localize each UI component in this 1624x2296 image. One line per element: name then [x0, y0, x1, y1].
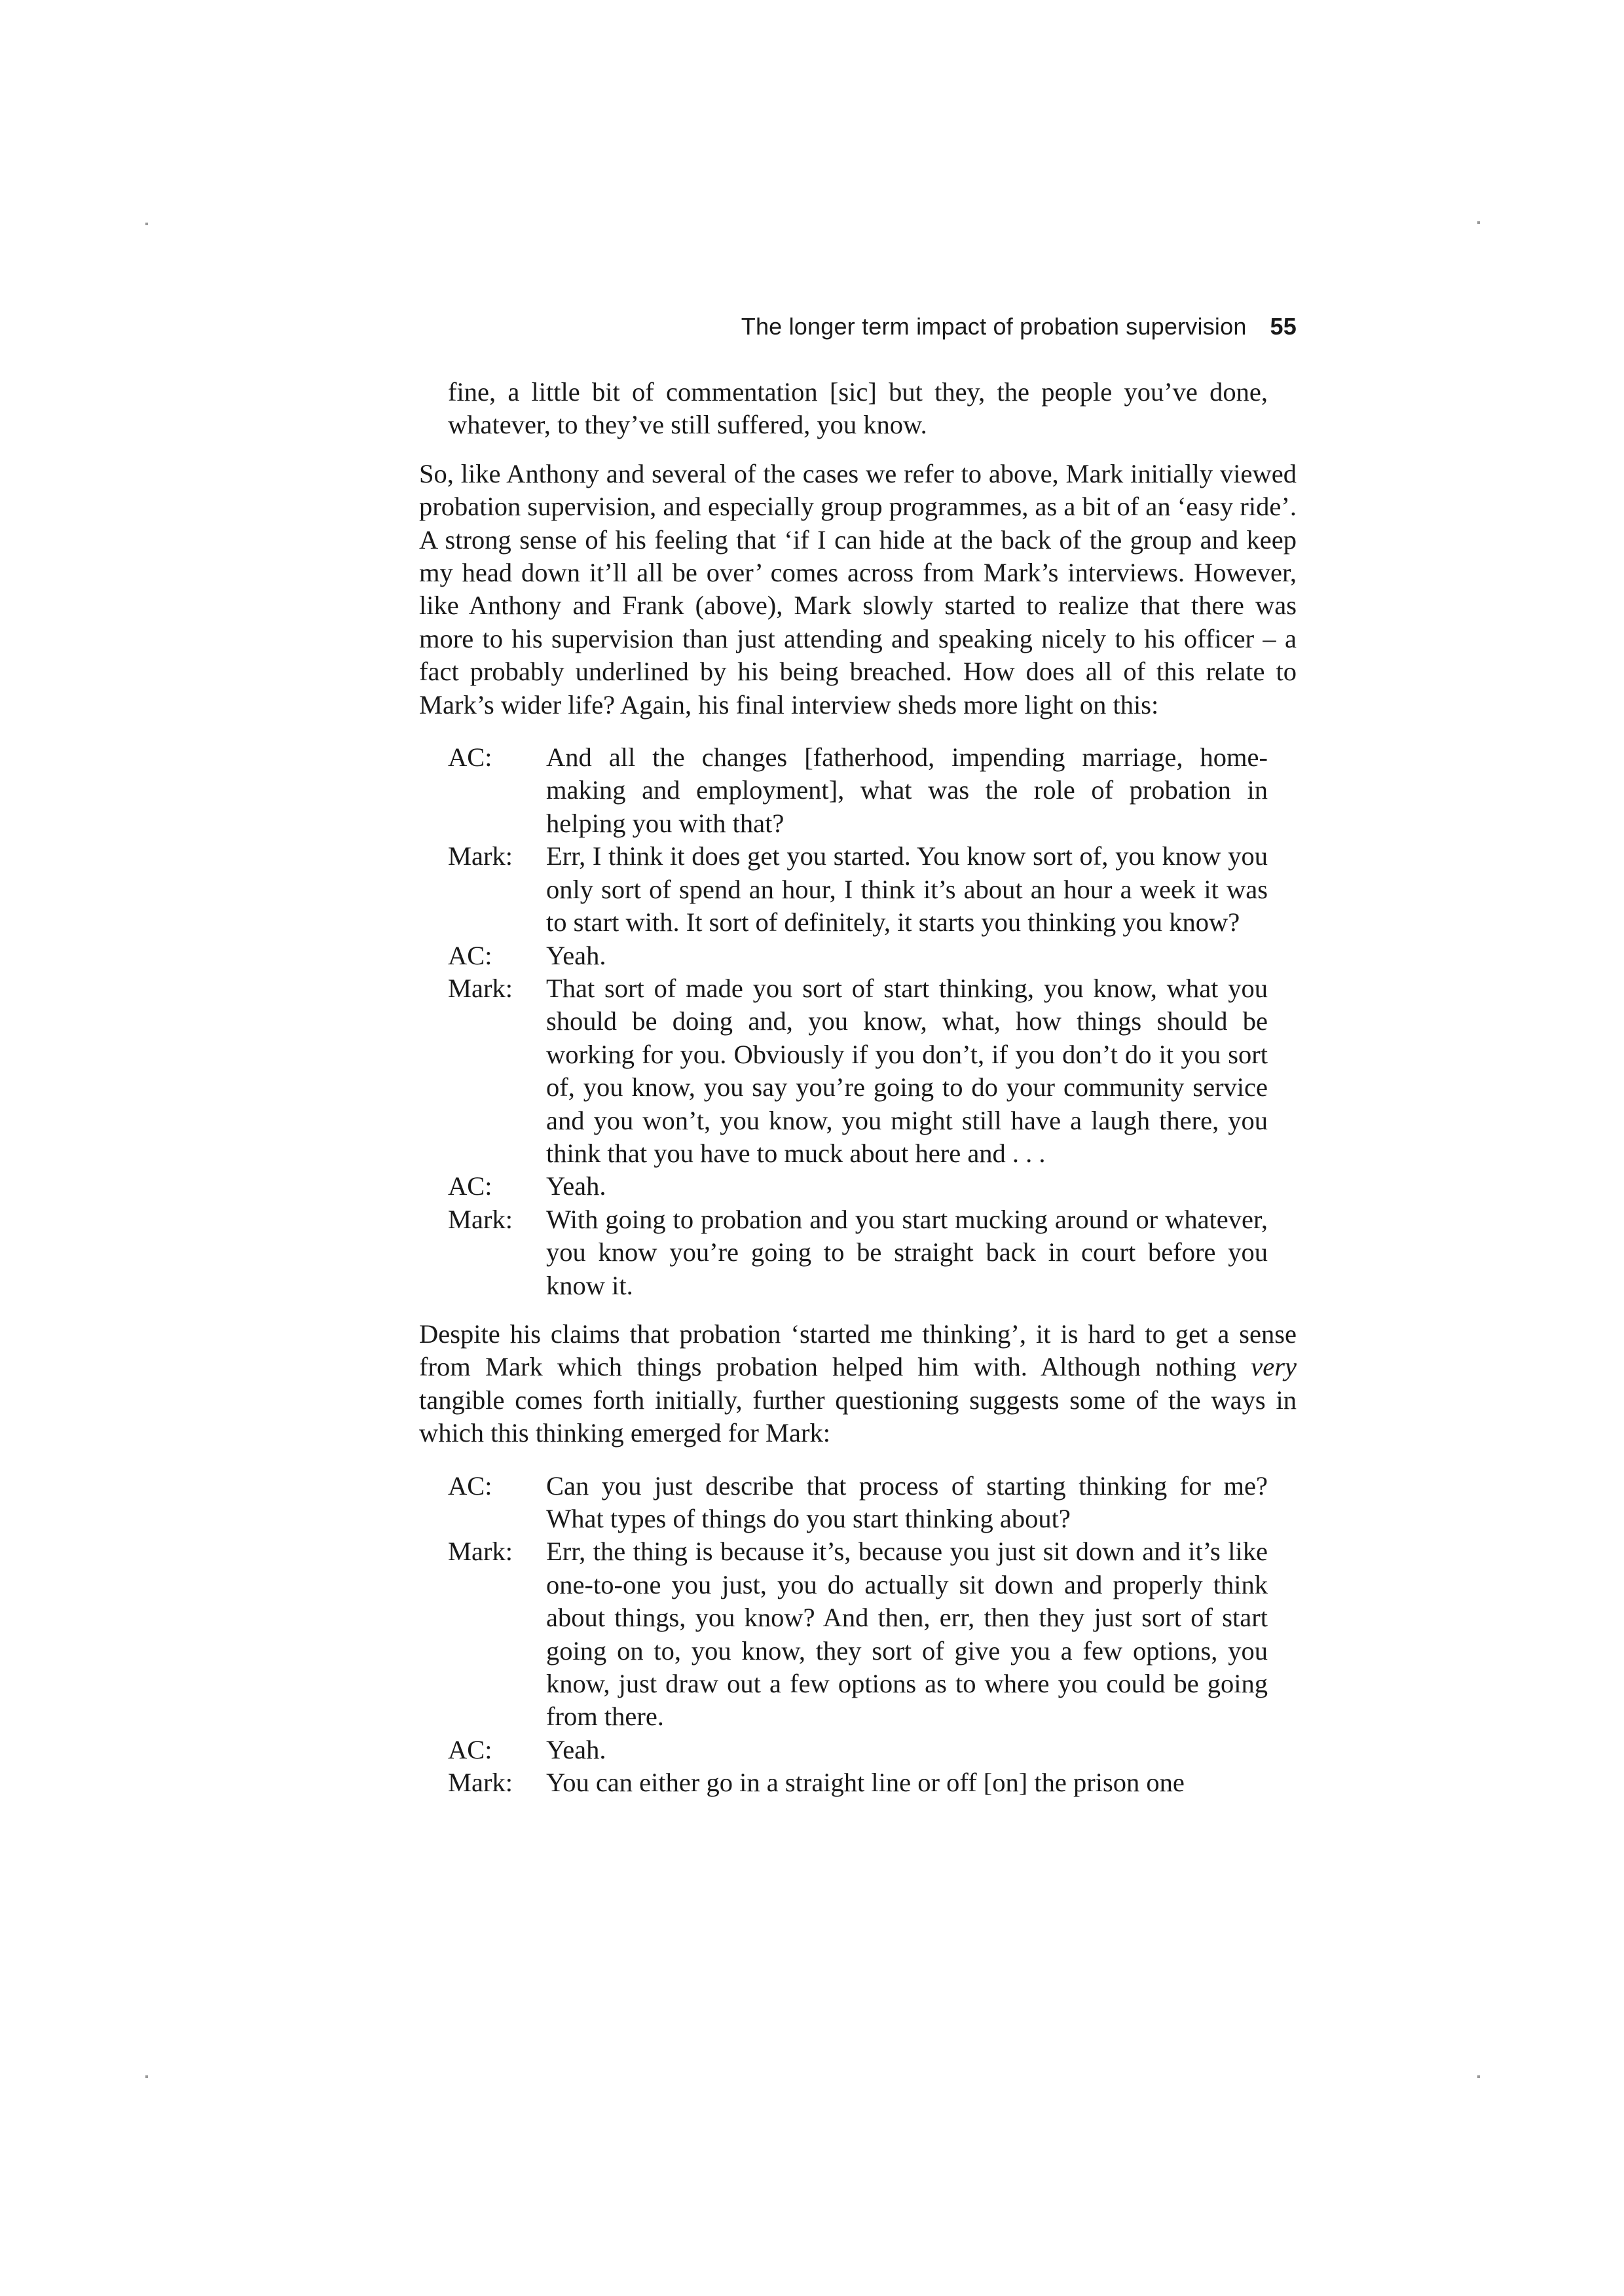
dialogue-turn — [448, 1170, 1268, 1203]
speaker-label: AC: — [448, 1470, 492, 1501]
speech-text: Yeah. — [546, 1734, 606, 1764]
interview-excerpt-1 — [448, 741, 1268, 1302]
running-head — [419, 313, 1297, 340]
page-number: 55 — [1270, 313, 1297, 340]
speech-text: With going to probation and you start mucking around or whatever, you know you’re going to be straight back in court before you know it. — [546, 1204, 1268, 1300]
paragraph-2 — [419, 1318, 1297, 1450]
speech-text: You can either go in a straight line or off [on] the prison one — [546, 1768, 1185, 1798]
speaker-label: AC: — [448, 940, 492, 970]
dialogue-turn — [448, 972, 1268, 1170]
emphasis-text: very — [1251, 1352, 1297, 1382]
dialogue-turn — [448, 939, 1268, 972]
dialogue-turn — [448, 1470, 1268, 1536]
dialogue-turn — [448, 1734, 1268, 1766]
speech-text: Yeah. — [546, 1171, 606, 1201]
crop-mark-bottom-right — [1477, 2075, 1480, 2078]
interview-excerpt-2 — [448, 1470, 1268, 1800]
block-quote-continuation: fine, a little bit of commentation [sic] but they, the people you’ve done, whatever, to they’ve still suffered, you know. — [448, 377, 1268, 440]
speaker-label: Mark: — [448, 841, 513, 871]
paragraph-2-text-end: tangible comes forth initially, further questioning suggests some of the ways in which this thinking emerged for Mark: — [419, 1385, 1297, 1448]
dialogue-turn — [448, 1766, 1268, 1799]
speech-text: Err, I think it does get you started. You know sort of, you know you only sort of spend an hour, I think it’s about an hour a week it was to start with. It sort of definitely, it starts you thinking you know? — [546, 841, 1268, 938]
speech-text: Can you just describe that process of starting thinking for me? What types of things do you start thinking about? — [546, 1470, 1268, 1533]
dialogue-turn — [448, 1535, 1268, 1733]
speaker-label: AC: — [448, 1171, 492, 1201]
speaker-label: Mark: — [448, 1537, 513, 1567]
body-text — [419, 376, 1297, 1800]
dialogue-turn — [448, 840, 1268, 939]
dialogue-turn — [448, 741, 1268, 840]
speech-text: And all the changes [fatherhood, impending marriage, home-making and employment], what was the role of probation in helping you with that? — [546, 742, 1268, 838]
speech-text: Yeah. — [546, 940, 606, 970]
speaker-label: Mark: — [448, 1204, 513, 1234]
paragraph-1: So, like Anthony and several of the cases we refer to above, Mark initially viewed probation supervision, and especially group programmes, as a bit of an ‘easy ride’. A strong sense of his feeling that ‘if I can hide at the back of the group and keep my head down it’ll all be over’ comes across from Mark’s interviews. However, like Anthony and Frank (above), Mark slowly started to realize that there was more to his supervision than just attending and speaking nicely to his officer – a fact probably underlined by his being breached. How does all of this relate to Mark’s wider life? Again, his final interview sheds more light on this: — [419, 458, 1297, 720]
dialogue-turn — [448, 1203, 1268, 1302]
crop-mark-top-left — [145, 223, 148, 225]
speaker-label: Mark: — [448, 973, 513, 1003]
paragraph-2-text-start: Despite his claims that probation ‘started me thinking’, it is hard to get a sense from Mark which things probation helped him with. Although nothing — [419, 1319, 1297, 1382]
speaker-label: AC: — [448, 1734, 492, 1764]
speaker-label: AC: — [448, 742, 492, 773]
speech-text: Err, the thing is because it’s, because you just sit down and it’s like one-to-one you just, you do actually sit down and properly think about things, you know? And then, err, then they just sort of start going on to, you know, they sort of give you a few options, you know, just draw out a few options as to where you could be going from there. — [546, 1537, 1268, 1732]
running-title: The longer term impact of probation supervision — [741, 313, 1247, 340]
crop-mark-top-right — [1477, 221, 1480, 224]
speaker-label: Mark: — [448, 1768, 513, 1798]
crop-mark-bottom-left — [145, 2075, 148, 2078]
speech-text: That sort of made you sort of start thinking, you know, what you should be doing and, you know, what, how things should be working for you. Obviously if you don’t, if you don’t do it you sort of, you know, you say you’re going to do your community service and you won’t, you know, you might still have a laugh there, you think that you have to muck about here and . . . — [546, 973, 1268, 1168]
